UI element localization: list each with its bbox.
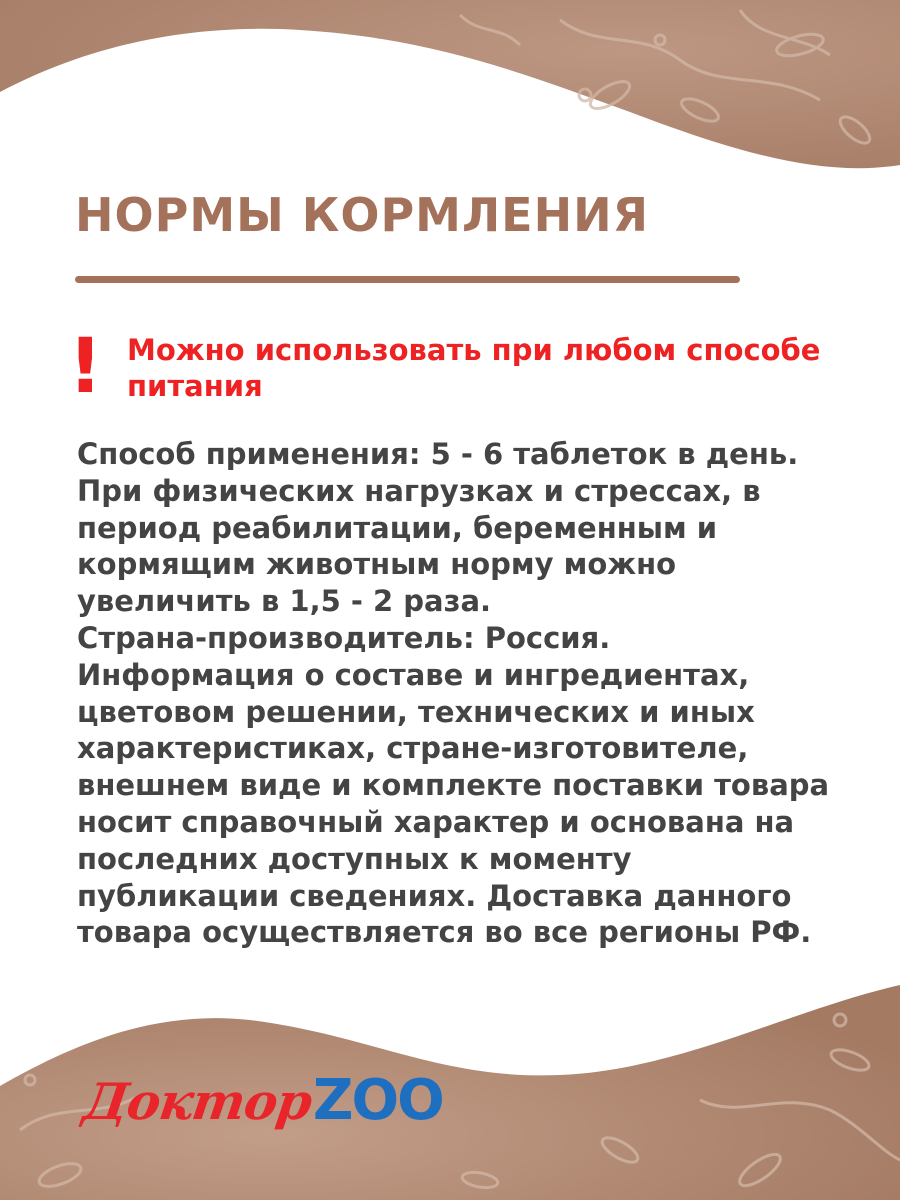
description-text — [77, 436, 867, 951]
description-line: цветовом решении, технических и иных — [77, 694, 755, 729]
description-line: последних доступных к моменту — [77, 841, 632, 876]
description-line: публикации сведениях. Доставка данного — [77, 878, 792, 913]
exclamation-icon: ! — [68, 321, 103, 410]
top-wave-band — [0, 0, 900, 168]
brand-logo — [79, 1068, 443, 1133]
description-line: увеличить в 1,5 - 2 раза. — [77, 584, 492, 619]
logo-text-doktor: Доктор — [79, 1072, 316, 1131]
notice-text: Можно использовать при любом способе питания — [127, 333, 821, 403]
description-line: товара осуществляется во все регионы РФ. — [77, 915, 812, 950]
description-line: характеристиках, стране-изготовителе, — [77, 731, 749, 766]
description-line: кормящим животным норму можно — [77, 547, 677, 582]
title-divider — [75, 276, 740, 283]
logo-text-zoo: ZOO — [312, 1068, 443, 1133]
description-line: При физических нагрузках и стрессах, в — [77, 473, 761, 508]
description-line: внешнем виде и комплекте поставки товара — [77, 768, 830, 803]
description-line: Способ применения: 5 - 6 таблеток в день. — [77, 437, 799, 471]
description-line: Страна-производитель: Россия. — [77, 620, 611, 655]
page-title: НОРМЫ КОРМЛЕНИЯ — [75, 188, 650, 242]
description-line: носит справочный характер и основана на — [77, 804, 795, 839]
description-line: период реабилитации, беременным и — [77, 510, 718, 545]
description-line: Информация о составе и ингредиентах, — [77, 657, 750, 692]
